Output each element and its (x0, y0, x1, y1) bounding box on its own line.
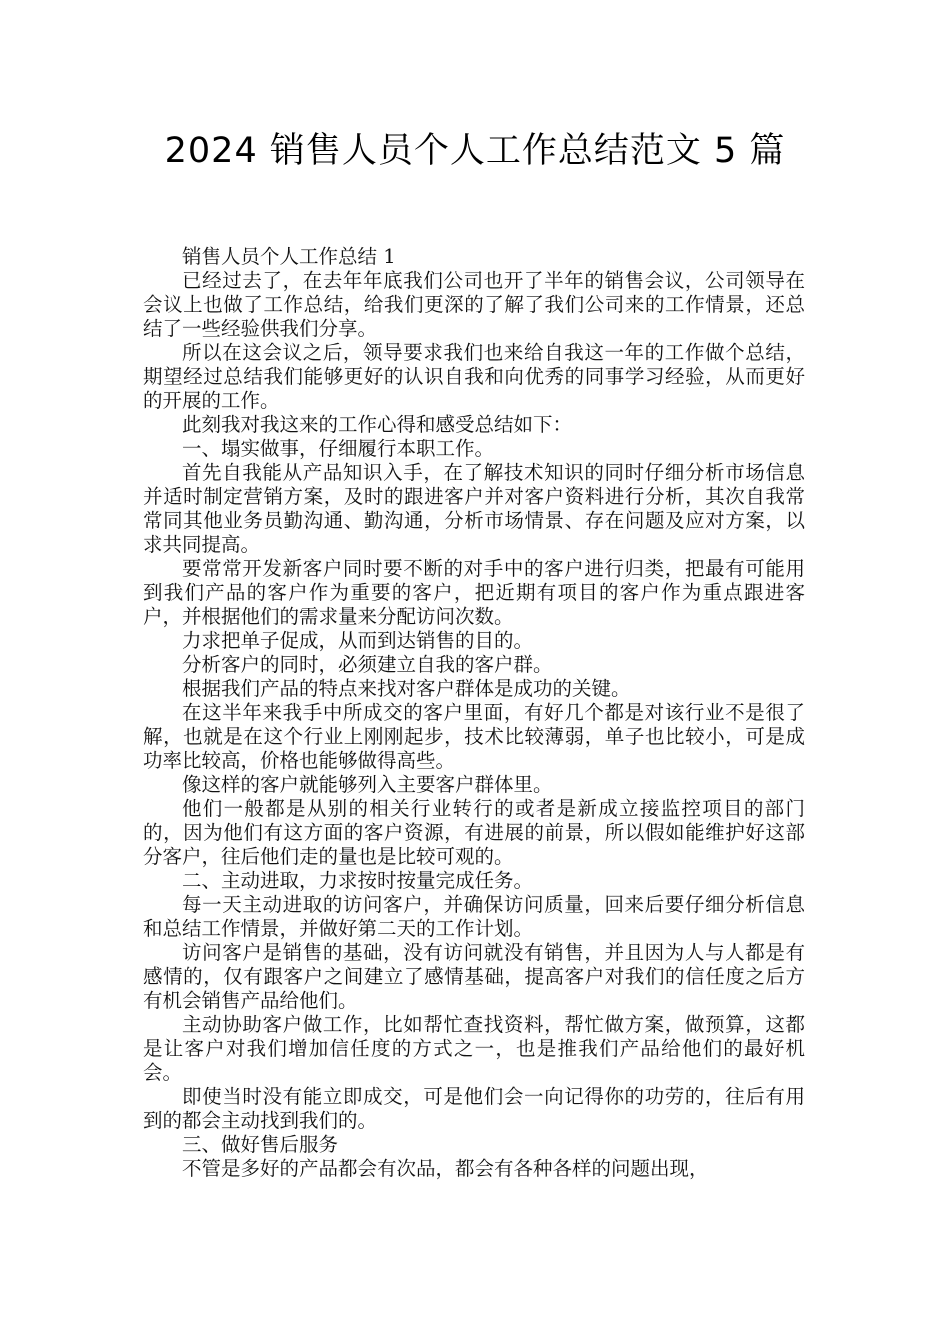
paragraph: 不管是多好的产品都会有次品，都会有各种各样的问题出现， (182, 1157, 709, 1180)
paragraph: 像这样的客户就能够列入主要客户群体里。 (182, 773, 553, 796)
paragraph: 首先自我能从产品知识入手，在了解技术知识的同时仔细分析市场信息并适时制定营销方案，及时的跟进客户并对客户资料进行分析，其次自我常常同其他业务员勤沟通、勤沟通，分析市场情景、存在问题及应对方案，以求共同提高。 (143, 461, 805, 556)
paragraph: 要常常开发新客户同时要不断的对手中的客户进行归类，把最有可能用到我们产品的客户作为重要的客户，把近期有项目的客户作为重点跟进客户，并根据他们的需求量来分配访问次数。 (143, 557, 805, 628)
document-title: 2024 销售人员个人工作总结范文 5 篇 (164, 131, 786, 171)
subsection-heading: 三、做好售后服务 (182, 1133, 339, 1156)
paragraph: 此刻我对我这来的工作心得和感受总结如下： (182, 413, 573, 436)
paragraph: 根据我们产品的特点来找对客户群体是成功的关键。 (182, 677, 631, 700)
paragraph: 所以在这会议之后，领导要求我们也来给自我这一年的工作做个总结，期望经过总结我们能够更好的认识自我和向优秀的同事学习经验，从而更好的开展的工作。 (143, 341, 805, 412)
paragraph: 在这半年来我手中所成交的客户里面，有好几个都是对该行业不是很了解，也就是在这个行业上刚刚起步，技术比较薄弱，单子也比较小，可是成功率比较高，价格也能够做得高些。 (143, 701, 805, 772)
document-body (143, 245, 805, 1181)
paragraph: 他们一般都是从别的相关行业转行的或者是新成立接监控项目的部门的，因为他们有这方面的客户资源，有进展的前景，所以假如能维护好这部分客户，往后他们走的量也是比较可观的。 (143, 797, 805, 868)
paragraph: 力求把单子促成，从而到达销售的目的。 (182, 629, 534, 652)
paragraph: 主动协助客户做工作，比如帮忙查找资料，帮忙做方案，做预算，这都是让客户对我们增加信任度的方式之一，也是推我们产品给他们的最好机会。 (143, 1013, 805, 1084)
paragraph: 分析客户的同时，必须建立自我的客户群。 (182, 653, 553, 676)
paragraph: 即使当时没有能立即成交，可是他们会一向记得你的功劳的，往后有用到的都会主动找到我们的。 (143, 1085, 805, 1132)
paragraph: 已经过去了，在去年年底我们公司也开了半年的销售会议，公司领导在会议上也做了工作总结，给我们更深的了解了我们公司来的工作情景，还总结了一些经验供我们分享。 (143, 269, 805, 340)
subsection-heading: 一、塌实做事，仔细履行本职工作。 (182, 437, 495, 460)
paragraph: 每一天主动进取的访问客户，并确保访问质量，回来后要仔细分析信息和总结工作情景，并做好第二天的工作计划。 (143, 893, 805, 940)
subsection-heading: 二、主动进取，力求按时按量完成任务。 (182, 869, 534, 892)
section-heading: 销售人员个人工作总结 1 (182, 245, 396, 268)
paragraph: 访问客户是销售的基础，没有访问就没有销售，并且因为人与人都是有感情的，仅有跟客户之间建立了感情基础，提高客户对我们的信任度之后方有机会销售产品给他们。 (143, 941, 805, 1012)
